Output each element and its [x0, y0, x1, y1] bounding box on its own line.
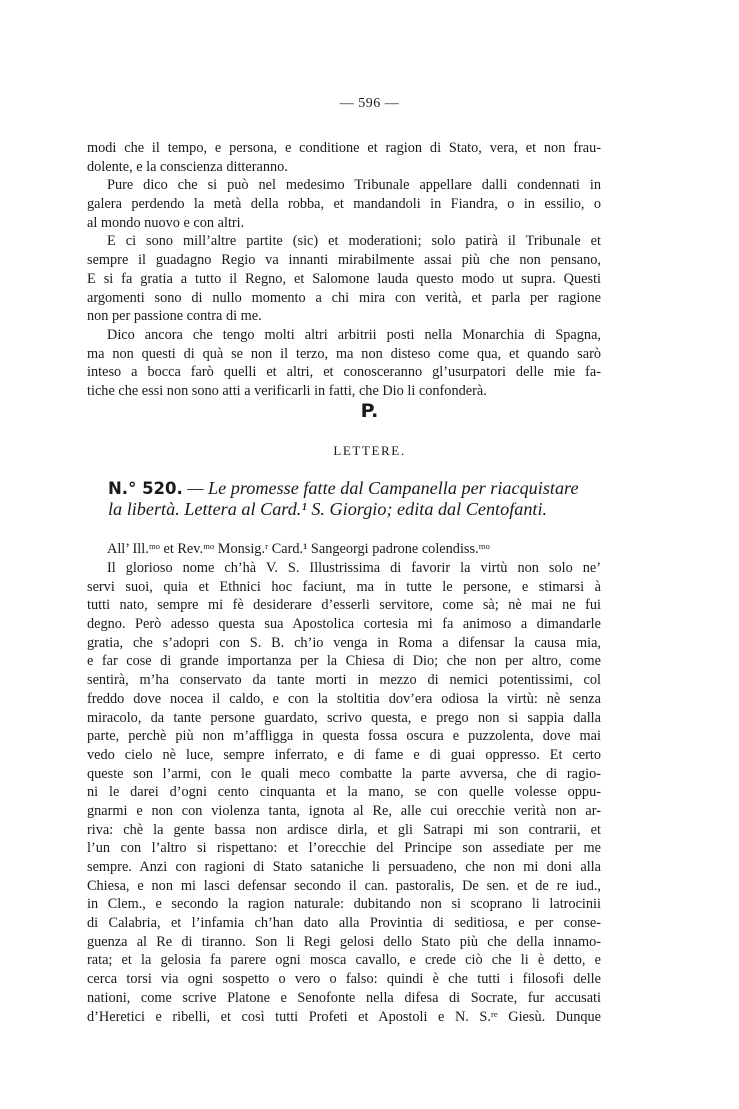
text-line: sempre il guadagno Regio va innanti mirabilmente assai più che non pensano, [87, 252, 601, 269]
letter-heading [108, 478, 598, 519]
text-line: non per passione contra di me. [87, 308, 262, 325]
text-line: tiche che essi non sono atti a verificarli in fatti, che Dio li confonderà. [87, 382, 487, 399]
salutation: All’ Ill.ᵐᵒ et Rev.ᵐᵒ Monsig.ʳ Card.¹ Sangeorgi padrone colendiss.ᵐᵒ [107, 541, 490, 557]
text-line: gratia, che s’adopri con S. B. ch’io venga in Roma a difensar la causa mia, [87, 634, 601, 651]
text-line: modi che il tempo, e persona, e conditione et ragion di Stato, vera, et non frau- [87, 140, 601, 156]
text-line: Pure dico che si può nel medesimo Tribunale appellare dalli condennati in [107, 177, 601, 194]
text-line: argomenti sono di nullo momento a chi mira con verità, et parla per ragione [87, 289, 601, 306]
text-line: gnarmi e non con violenza tanta, ignota al Re, alle cui orecchie verità non ar- [87, 802, 601, 819]
letter-number: N.° 520. [108, 479, 183, 498]
text-line: l’un con l’altro si rispettano: et l’orecchie del Principe son assediate per me [87, 840, 601, 857]
text-line: cerca torsi via ogni sospetto o vero o falso: quindi è che tutti i filosofi delle [87, 971, 601, 988]
letter-body [87, 559, 601, 1026]
text-line: Dico ancora che tengo molti altri arbitrii posti nella Monarchia di Spagna, [107, 326, 601, 343]
text-line: e far cose di grande importanza per la Chiesa di Dio; che non per altro, come [87, 653, 601, 670]
heading-line-2: la libertà. Lettera al Card.¹ S. Giorgio; edita dal Centofanti. [108, 499, 548, 519]
text-line: al mondo nuovo e con altri. [87, 214, 245, 231]
text-line: sentirà, m’ha conservato da tante morti in mezzo di nemici potentissimi, col [87, 672, 601, 689]
text-line: riva: chè la gente bassa non ardisce dirla, et gli Satrapi mi son contrarii, et [87, 821, 601, 838]
text-line: sempre. Anzi con ragioni di Stato sataniche li persuadeno, che non mi doni alla [87, 859, 601, 875]
text-line: in Clem., e secondo la ragion naturale: dubitando non si scoprano li latrocinii [87, 896, 601, 913]
text-line: E ci sono mill’altre partite (sic) et moderationi; solo patirà il Tribunale et [107, 233, 601, 250]
text-line: inteso a bocca farò quelli et altri, et conosceranno gl’usurpatori delle mie fa- [87, 364, 601, 381]
heading-line-1: — Le promesse fatte dal Campanella per riacquistare [182, 478, 579, 498]
text-line: parte, perchè più non m’affligga in questa fossa oscura e puzzolenta, dove mai [87, 728, 601, 745]
text-line: degno. Però adesso questa sua Apostolica cortesia mi fa animoso a dimandarle [87, 616, 601, 633]
text-line: Il glorioso nome ch’hà V. S. Illustrissima di favorir la virtù non solo ne’ [107, 560, 601, 576]
text-line: miracolo, da tante persone guardato, scrivo questa, e prego non si sappia dalla [87, 709, 601, 726]
text-line: servi suoi, quia et Ethnici hoc faciunt, ma in tutte le persone, e stimarsi à [87, 578, 601, 595]
top-text-block [87, 139, 601, 401]
text-line: d’Heretici e ribelli, et così tutti Profeti et Apostoli e N. S.ʳᵉ Giesù. Dunque [87, 1008, 601, 1025]
text-line: vedo cielo nè luce, sempre inferrato, e di fame e di guai oppresso. Et certo [87, 746, 601, 763]
section-title: LETTERE. [333, 443, 406, 458]
text-line: di Calabria, et l’infamia ch’han dato alla Provintia di seditiosa, e per conse- [87, 915, 601, 932]
text-line: tutti nato, sempre mi fè desiderare d’esserli servitore, come sà; nè mai ne fui [87, 597, 601, 614]
section-letter: P. [360, 400, 379, 422]
text-line: galera perdendo la metà della robba, et mandandoli in Fiandra, o in essilio, o [87, 196, 601, 213]
salutation-block [87, 540, 601, 559]
page-number: — 596 — [339, 96, 400, 111]
text-line: ma non questi di quà se non il terzo, ma non disteso come qua, et quando sarò [87, 345, 601, 362]
text-line: rata; et la gelosia fa parere ogni mosca cavallo, e crede ciò che li è detto, e [87, 952, 601, 969]
text-line: freddo dove nocea il caldo, e con la stoltitia dov’era odiosa la virtù: nè senza [87, 690, 601, 707]
text-line: queste son l’armi, con le quali meco combatte la parte avversa, che di ragio- [87, 765, 601, 782]
text-line: dolente, e la conscienza ditteranno. [87, 158, 288, 175]
text-line: E si fa gratia a tutto il Regno, et Salomone lauda questo modo ut supra. Questi [87, 270, 601, 287]
text-line: ni le darei d’ogni cento cinquanta et la mano, se con quelle volesse oppu- [87, 784, 601, 801]
text-line: Chiesa, e non mi lasci defensar secondo il can. pastoralis, De sen. et de re iud., [87, 877, 601, 894]
text-line: nationi, come scrive Platone e Senofonte nella difesa di Socrate, fur accusati [87, 989, 601, 1006]
text-line: guenza al Re di tiranno. Son li Regi gelosi dello Stato più che della innamo- [87, 933, 601, 950]
